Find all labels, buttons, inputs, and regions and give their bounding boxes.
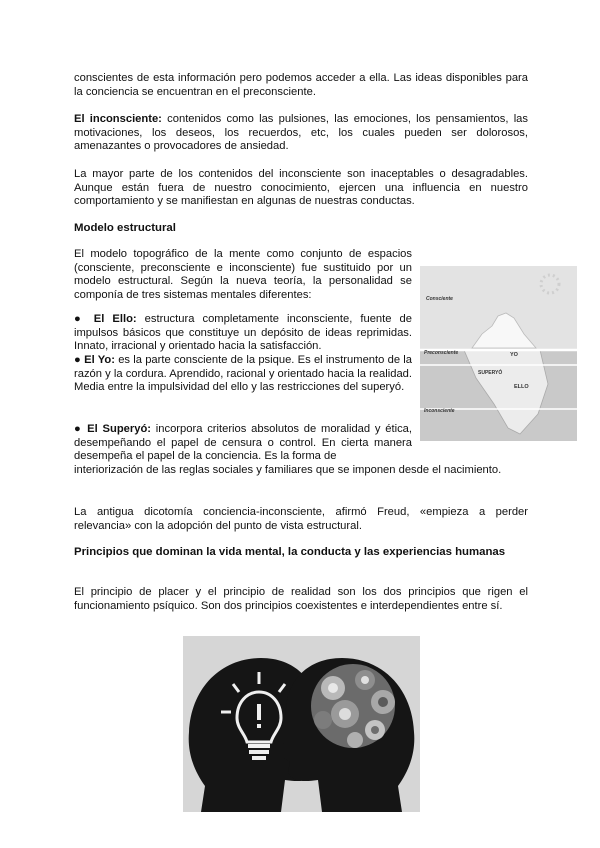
paragraph-inconsciente [74,113,528,154]
label-inconsciente: Inconsciente [424,408,455,414]
def-superyo-a: incorpora criterios absolutos de moralidad y ética, desempeñando el papel de censura o control. En cierta manera desempeña el papel de la conciencia. Es la forma de [74,423,412,463]
label-consciente: Consciente [426,296,453,302]
heading-principios: Principios que dominan la vida mental, la conducta y las experiencias humanas [74,546,506,558]
label-yo: YO [510,352,518,358]
term-inconsciente: El inconsciente: [74,113,162,125]
paragraph-principios: El principio de placer y el principio de realidad son los dos principios que rigen el funcionamiento psíquico. Son dos principios coexistentes e interdependientes entre sí. [74,586,528,612]
paragraph-dicotomia: La antigua dicotomía conciencia-inconsciente, afirmó Freud, «empieza a perder relevancia» con la adopción del punto de vista estructural. [74,506,528,532]
term-yo: ● El Yo: [74,354,115,366]
def-inconsciente: contenidos como las pulsiones, las emociones, los pensamientos, las motivaciones, los deseos, los recuerdos, etc, los cuales pueden ser dolorosos, amenazantes o provocadores de ansiedad. [74,113,529,153]
paragraph-superyo [74,423,412,464]
heading-modelo-estructural: Modelo estructural [74,222,176,234]
label-preconsciente: Preconsciente [424,350,459,356]
paragraph-ello [74,313,412,354]
colorful-brain-pattern [311,664,395,748]
paragraph-yo [74,354,412,395]
iceberg-diagram [420,266,577,441]
term-ello: ● El Ello: [74,313,137,325]
term-superyo: ● El Superyó: [74,423,152,435]
paragraph-superyo-cont: interiorización de las reglas sociales y familiares que se imponen desde el nacimiento. [74,464,502,476]
label-ello: ELLO [514,384,529,390]
paragraph-intro: conscientes de esta información pero podemos acceder a ella. Las ideas disponibles para la conciencia se encuentran en el preconsciente. [74,72,528,98]
def-yo: es la parte consciente de la psique. Es el instrumento de la razón y la cordura. Aprendido, racional y orientado hacia la realidad. Media entre la impulsividad del ello y las restricciones del superyó. [74,354,412,394]
paragraph-modelo: El modelo topográfico de la mente como conjunto de espacios (consciente, preconsciente e inconsciente) fue sustituido por un modelo estructural. Según la nueva teoría, la personalidad se componía de tres sistemas mentales diferentes: [74,248,412,301]
label-superyo: SUPERYÓ [478,370,503,376]
two-heads-illustration [183,636,420,812]
paragraph-mayor-parte: La mayor parte de los contenidos del inconsciente son inaceptables o desagradables. Aunque están fuera de nuestro conocimiento, ejercen una influencia en nuestro comportamiento y se manifiestan en algunas de nuestras conductas. [74,168,528,208]
def-ello: estructura completamente inconsciente, fuente de impulsos básicos que constituye un depósito de ideas reprimidas. Innato, irracional y orientado hacia la satisfacción. [74,313,412,353]
